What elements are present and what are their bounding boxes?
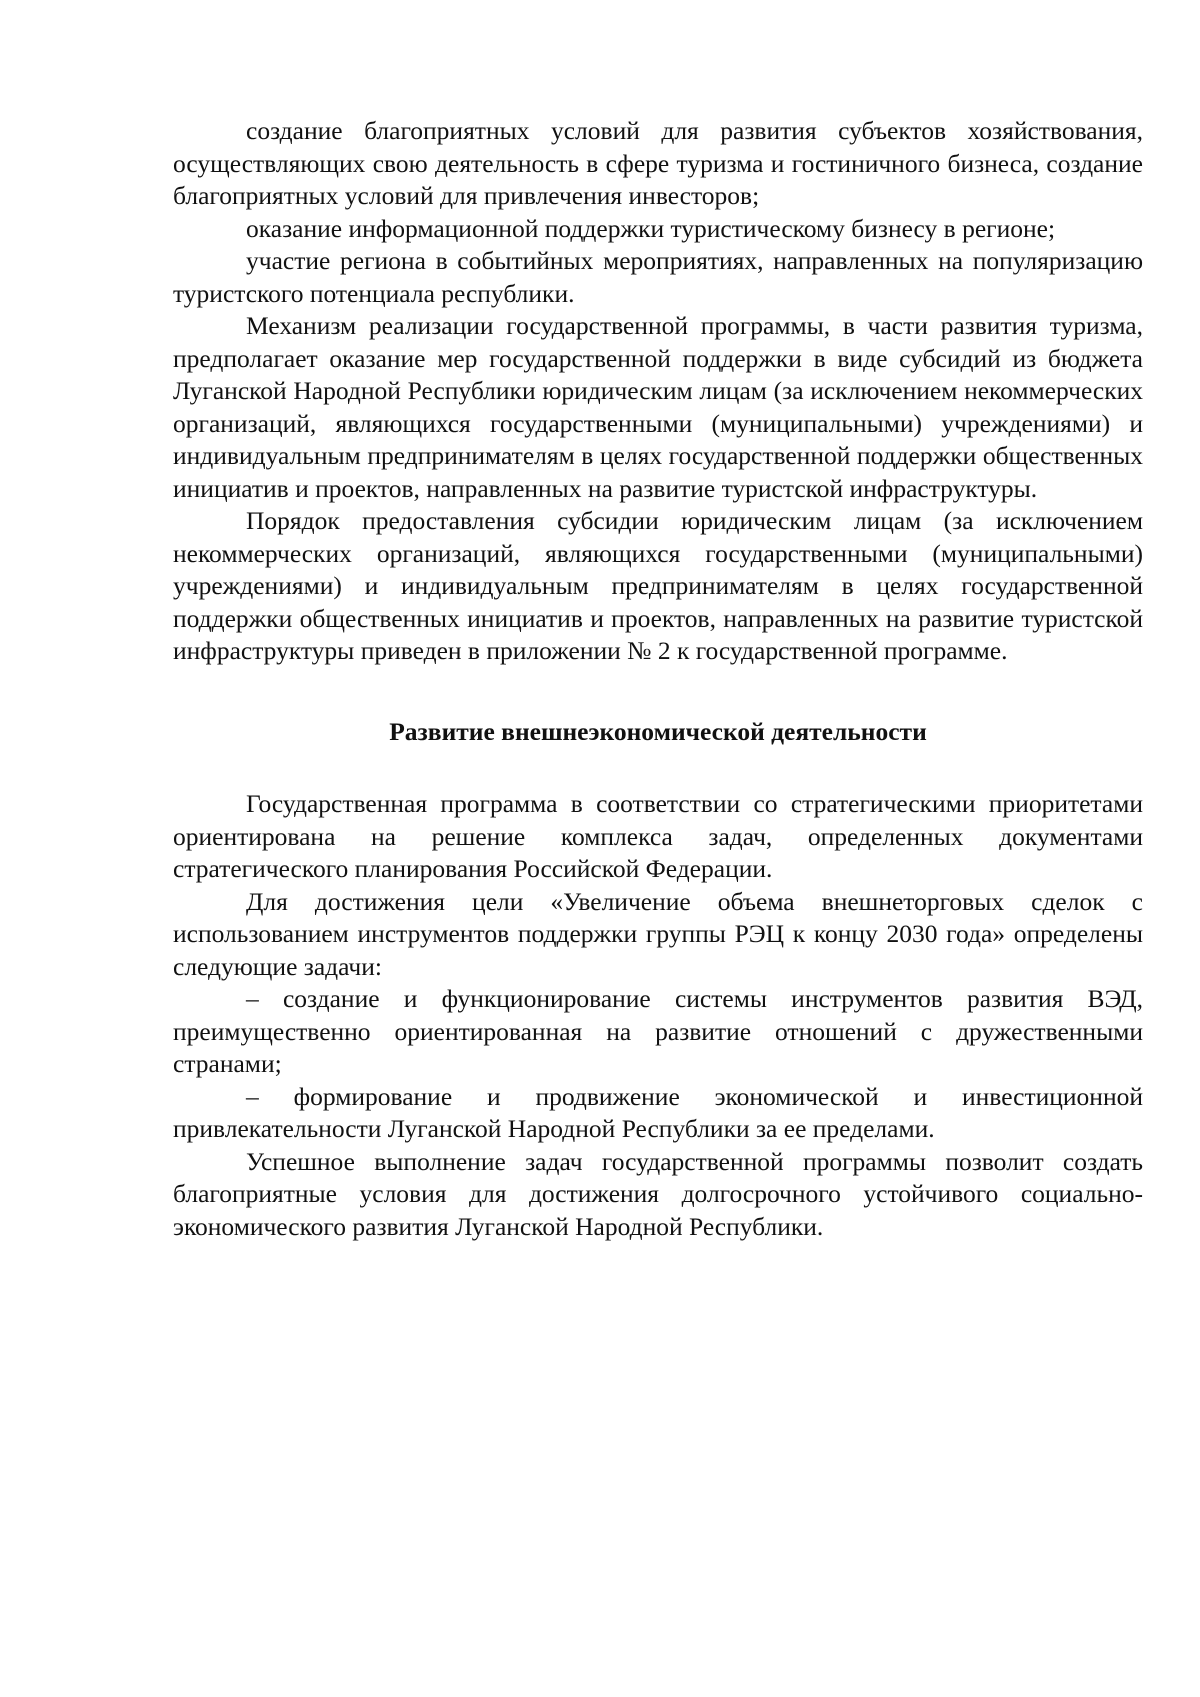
paragraph: Порядок предоставления субсидии юридическим лицам (за исключением некоммерческих организаций, являющихся государственными (муниципальными) учреждениями) и индивидуальным предпринимателям в целях государственной поддержки общественных инициатив и проектов, направленных на развитие туристской инфраструктуры приведен в приложении № 2 к государственной программе. <box>173 506 1143 665</box>
section-heading: Развитие внешнеэкономической деятельности <box>389 716 927 746</box>
paragraph: оказание информационной поддержки туристическому бизнесу в регионе; <box>246 213 1056 243</box>
document-body <box>173 115 1143 1243</box>
paragraph: Механизм реализации государственной программы, в части развития туризма, предполагает оказание мер государственной поддержки в виде субсидий из бюджета Луганской Народной Республики юридическим лицам (за исключением некоммерческих организаций, являющихся государственными (муниципальными) учреждениями) и индивидуальным предпринимателям в целях государственной поддержки общественных инициатив и проектов, направленных на развитие туристской инфраструктуры. <box>173 311 1143 503</box>
paragraph: создание благоприятных условий для развития субъектов хозяйствования, осуществляющих свою деятельность в сфере туризма и гостиничного бизнеса, создание благоприятных условий для привлечения инвесторов; <box>173 116 1143 210</box>
list-item: – создание и функционирование системы инструментов развития ВЭД, преимущественно ориентированная на развитие отношений с дружественными странами; <box>173 984 1143 1078</box>
paragraph: участие региона в событийных мероприятиях, направленных на популяризацию туристского потенциала республики. <box>173 246 1143 308</box>
paragraph: Для достижения цели «Увеличение объема внешнеторговых сделок с использованием инструментов поддержки группы РЭЦ к концу 2030 года» определены следующие задачи: <box>173 886 1143 981</box>
list-item: – формирование и продвижение экономической и инвестиционной привлекательности Луганской Народной Республики за ее пределами. <box>173 1081 1143 1143</box>
paragraph: Государственная программа в соответствии со стратегическими приоритетами ориентирована на решение комплекса задач, определенных документами стратегического планирования Российской Федерации. <box>173 789 1143 883</box>
paragraph: Успешное выполнение задач государственной программы позволит создать благоприятные условия для достижения долгосрочного устойчивого социально-экономического развития Луганской Народной Республики. <box>173 1146 1143 1241</box>
